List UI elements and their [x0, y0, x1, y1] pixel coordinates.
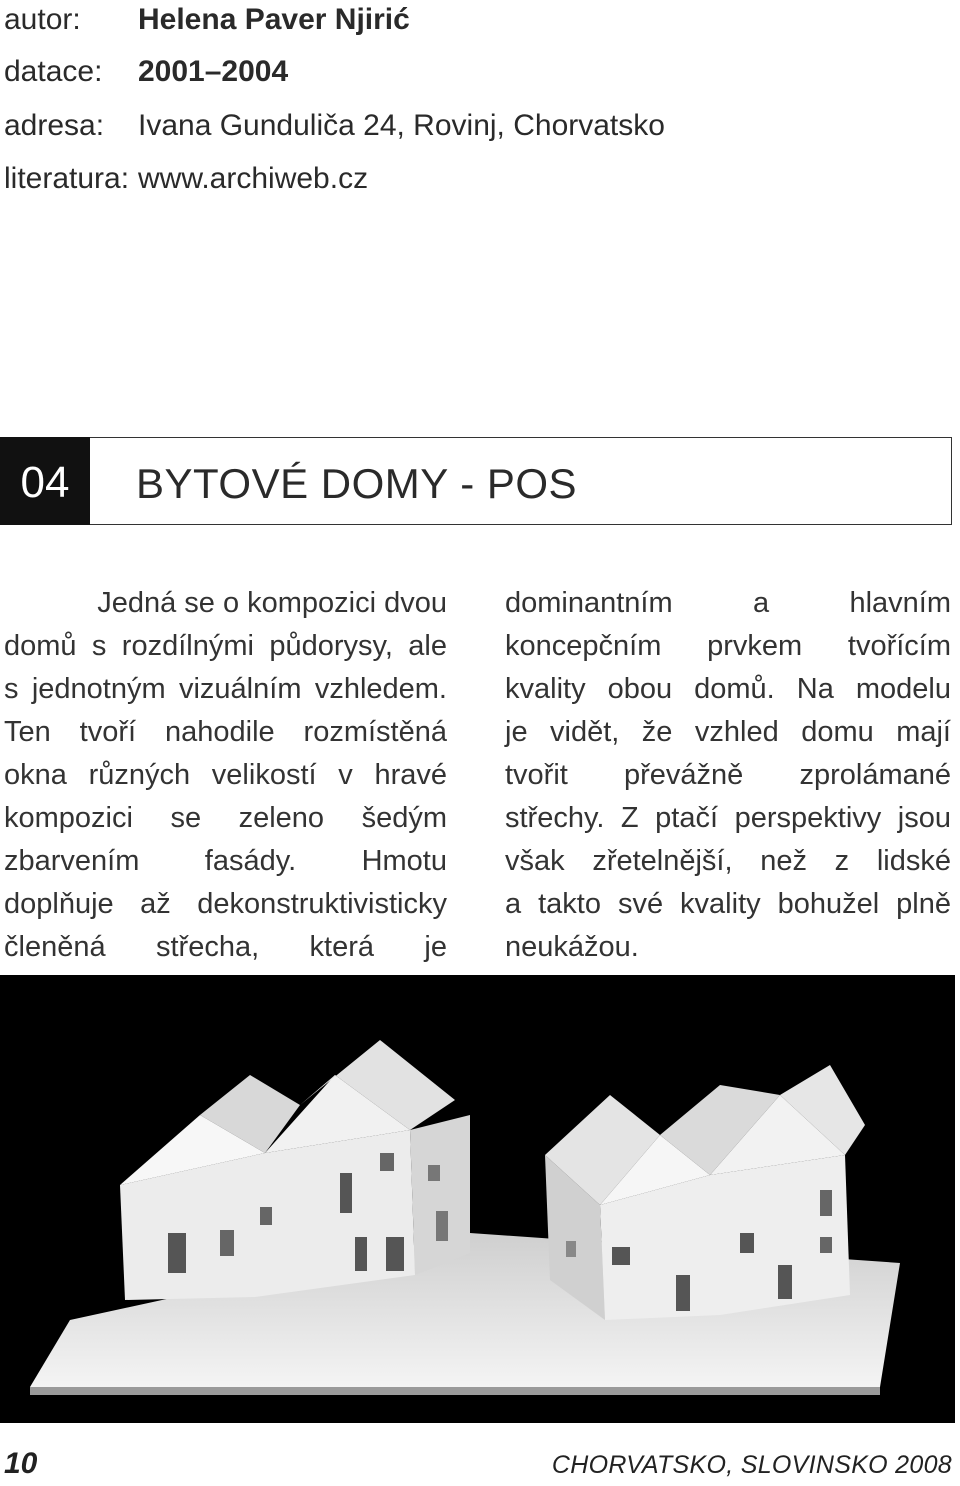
text-column-right: [505, 582, 951, 969]
literature-row: [4, 159, 904, 199]
date-value: 2001–2004: [138, 55, 289, 88]
section-number: 04: [0, 437, 90, 525]
text-line: a takto své kvality bohužel plně: [505, 888, 951, 920]
page-number: 10: [4, 1447, 38, 1480]
text-line: kvality obou domů. Na modelu: [505, 673, 951, 705]
author-row: [4, 0, 904, 40]
text-column-left: [4, 582, 447, 969]
date-row: [4, 52, 904, 92]
publication-title: CHORVATSKO, SLOVINSKO 2008: [551, 1451, 952, 1479]
author-value: Helena Paver Njirić: [138, 3, 410, 36]
model-illustration: [0, 975, 955, 1423]
text-line: je vidět, že vzhled domu mají: [505, 716, 951, 748]
text-line: dominantním a hlavním: [505, 587, 951, 619]
text-line: s jednotným vizuálním vzhledem.: [4, 673, 447, 705]
text-line: doplňuje až dekonstruktivisticky: [4, 888, 447, 920]
text-line: Jedná se o kompozici dvou: [97, 587, 447, 619]
text-line: zbarvením fasády. Hmotu: [4, 845, 447, 877]
text-line: tvořit převážně zprolámané: [505, 759, 951, 791]
architectural-model-photo: [0, 975, 955, 1423]
literature-link[interactable]: www.archiweb.cz: [138, 162, 369, 195]
text-line: však zřetelnější, než z lidské: [505, 845, 951, 877]
address-label: adresa:: [4, 109, 105, 142]
author-label: autor:: [4, 3, 81, 36]
text-line: členěná střecha, která je: [4, 931, 447, 963]
text-line: neukážou.: [505, 931, 639, 963]
address-value: Ivana Gunduliča 24, Rovinj, Chorvatsko: [138, 109, 665, 142]
text-line: Ten tvoří nahodile rozmístěná: [4, 716, 447, 748]
text-line: okna různých velikostí v hravé: [4, 759, 447, 791]
date-label: datace:: [4, 55, 103, 88]
text-line: kompozici se zeleno šedým: [4, 802, 447, 834]
address-row: [4, 106, 904, 146]
literature-label: literatura:: [4, 162, 130, 195]
section-header: [0, 437, 952, 525]
text-line: domů s rozdílnými půdorysy, ale: [4, 630, 447, 662]
text-line: koncepčním prvkem tvořícím: [505, 630, 951, 662]
section-title: BYTOVÉ DOMY - POS: [136, 460, 578, 507]
text-line: střechy. Z ptačí perspektivy jsou: [505, 802, 951, 834]
